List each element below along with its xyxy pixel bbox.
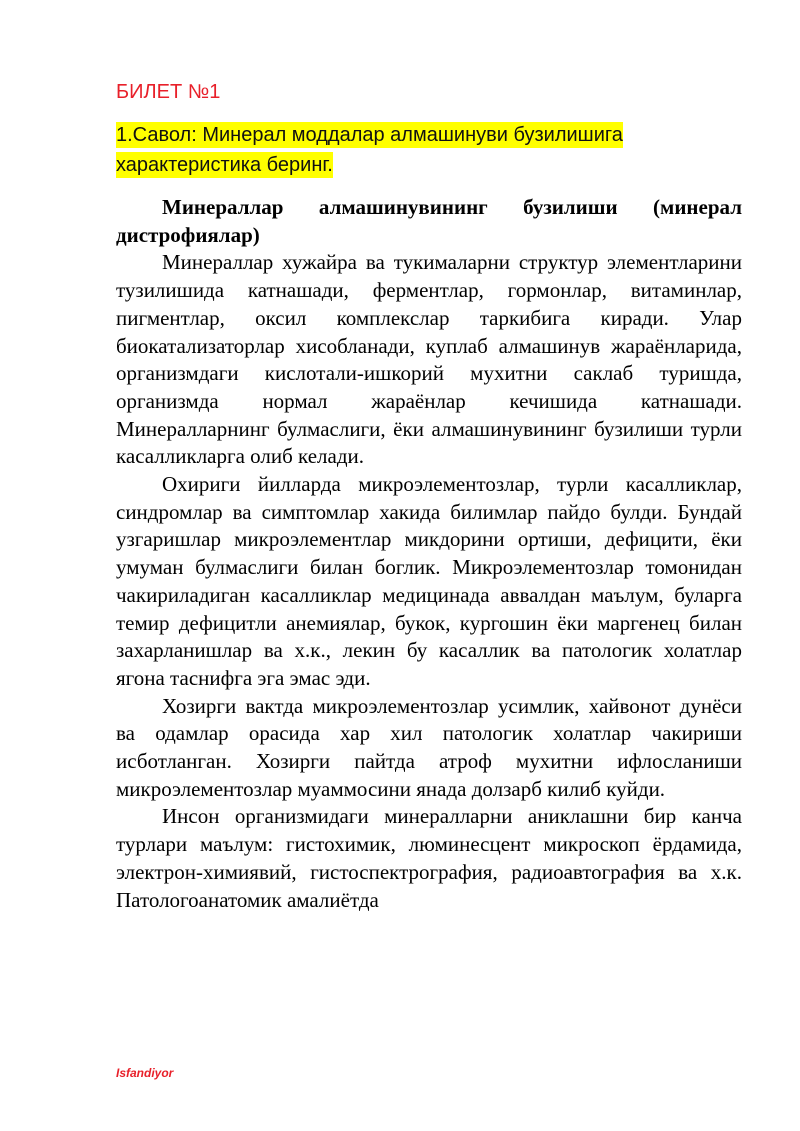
paragraph: Хозирги вактда микроэлементозлар усимлик, хайвонот дунёси ва одамлар орасида хар хил патологик холатлар чакириши исботланган. Хозирги пайтда атроф мухитни ифлосланиши микроэлементозлар муаммосини янада долзарб килиб куйди. — [116, 693, 742, 801]
question-block — [116, 120, 696, 180]
footer-signature: Isfandiyor — [116, 1066, 174, 1080]
paragraph: Инсон организмидаги минералларни аниклашни бир канча турлари маълум: гистохимик, люминесцент микроскоп ёрдамида, электрон-химиявий, гистоспектрография, радиоавтография ва х.к. Патологоанатомик амалиётда — [116, 804, 742, 912]
paragraph: Охириги йилларда микроэлементозлар, турли касалликлар, синдромлар ва симптомлар хакида билимлар пайдо булди. Бундай узгаришлар микроэлементлар микдорини ортиши, дефицити, ёки умуман булмаслиги билан боглик. Микроэлементозлар томонидан чакириладиган касалликлар медицинада аввалдан маълум, буларга темир дефицитли анемиялар, букок, кургошин ёки маргенец билан захарланишлар ва х.к., лекин бу касаллик ва патологик холатлар ягона таснифга эга эмас эди. — [116, 472, 742, 690]
section-heading: Минераллар алмашинувининг бузилиши (минерал дистрофиялар) — [116, 195, 742, 247]
document-body — [116, 194, 742, 914]
ticket-title: БИЛЕТ №1 — [116, 81, 221, 103]
question-text: 1.Савол: Минерал моддалар алмашинуви бузилишига характеристика беринг. — [116, 124, 623, 176]
paragraph: Минераллар хужайра ва тукималарни структур элементларини тузилишида катнашади, ферментлар, гормонлар, витаминлар, пигментлар, оксил комплекслар таркибига киради. Улар биокатализаторлар хисобланади, куплаб алмашинув жараёнларида, организмдаги кислотали-ишкорий мухитни саклаб туришда, организмда нормал жараёнлар кечишида катнашади. Минералларнинг булмаслиги, ёки алмашинувининг бузилиши турли касалликларга олиб келади. — [116, 250, 742, 469]
